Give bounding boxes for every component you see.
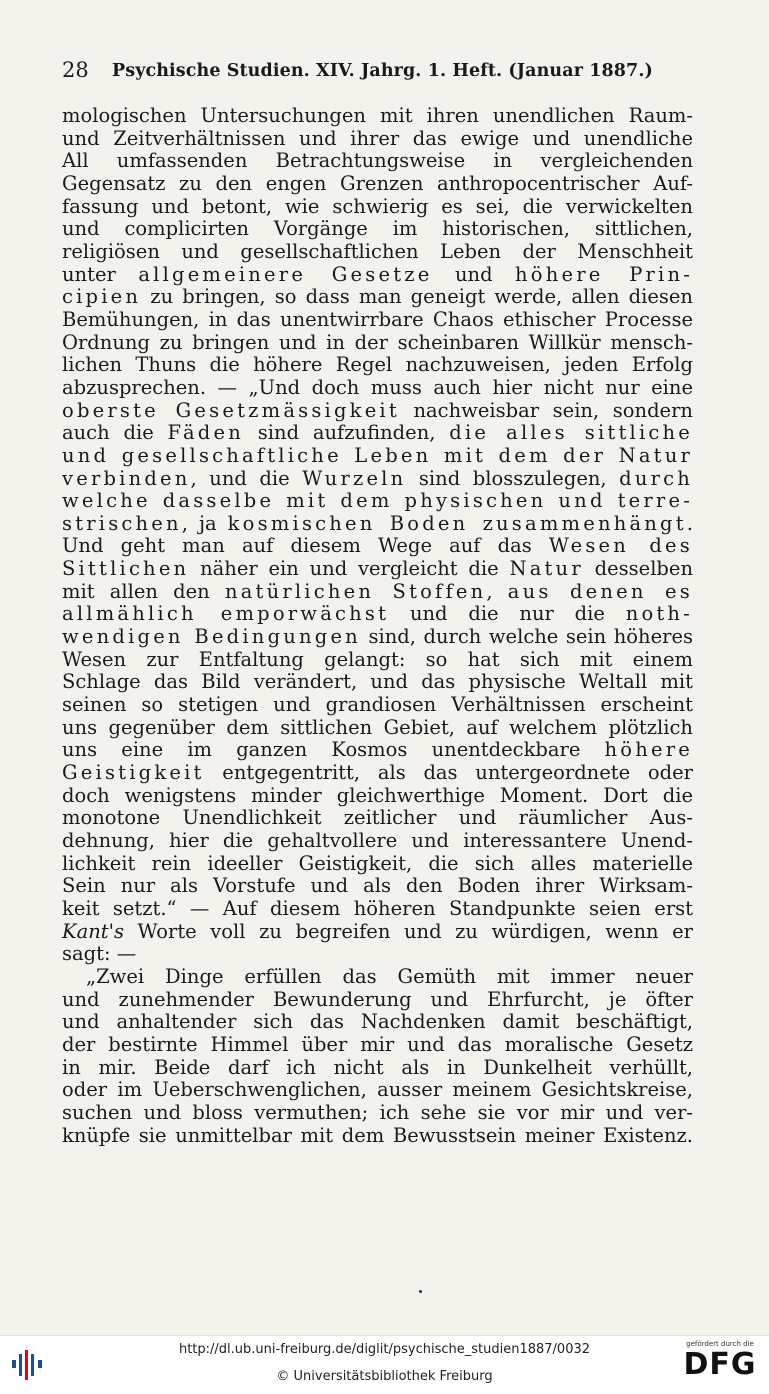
text-run: näher ein und vergleicht die (189, 557, 510, 581)
spaced-emphasis-text: kosmischen Boden zusammenhängt (227, 511, 687, 535)
text-line (62, 150, 693, 173)
text-line (62, 807, 693, 830)
text-run: Und geht man auf diesem Wege auf das (62, 534, 549, 558)
dfg-logo (680, 1340, 760, 1390)
text-run: Sein nur als Vorstufe und als den Boden ihrer Wirksam- (62, 874, 693, 898)
text-line (62, 785, 693, 808)
text-run: und die nur die (389, 602, 626, 626)
text-run: fassung und betont, wie schwierig es sei, die verwickelten (62, 194, 693, 218)
text-line (62, 558, 693, 581)
text-line (62, 943, 693, 966)
text-run: und Zeitverhältnissen und ihrer das ewige und unendliche (62, 126, 693, 150)
text-run: und (432, 262, 516, 286)
text-line (62, 128, 693, 151)
spaced-emphasis-text: höhere Prin- (515, 262, 694, 286)
text-run: sind aufzufinden, (243, 421, 450, 445)
scan-speck (419, 1290, 422, 1293)
text-run: Ordnung zu bringen und in der scheinbaren Willkür mensch- (62, 330, 693, 354)
text-run: sagt: — (62, 942, 137, 966)
text-line (62, 400, 693, 423)
spaced-emphasis-text: Fäden (167, 421, 244, 445)
spaced-emphasis-text: oberste Gesetzmässigkeit (62, 398, 400, 422)
dfg-wordmark: DFG (683, 1347, 757, 1382)
text-line (62, 966, 693, 989)
text-line (62, 1011, 693, 1034)
text-line (62, 694, 693, 717)
text-line (62, 671, 693, 694)
text-run: auch die (62, 421, 168, 445)
text-run: religiösen und gesellschaftlichen Leben der Menschheit (62, 239, 693, 263)
text-line (62, 1079, 693, 1102)
text-line (62, 1125, 693, 1148)
text-line (62, 513, 693, 536)
text-line (62, 830, 693, 853)
text-run: Wesen zur Entfaltung gelangt: so hat sich mit einem (62, 647, 693, 671)
spaced-emphasis-text: natürlichen Stoffen (224, 579, 487, 603)
text-run: uns eine im ganzen Kosmos unentdeckbare (62, 738, 605, 762)
spaced-emphasis-text: Wesen des (548, 534, 693, 558)
text-line (62, 196, 693, 219)
page-header (62, 58, 702, 84)
text-run: , ja (181, 511, 228, 535)
spaced-emphasis-text: durch (619, 466, 694, 490)
page-number: 28 (62, 58, 89, 82)
text-line (62, 989, 693, 1012)
text-line (62, 105, 693, 128)
copyright-notice: © Universitätsbibliothek Freiburg (276, 1369, 493, 1384)
italic-text: Kant's (62, 919, 124, 943)
text-line (62, 875, 693, 898)
text-run: lichen Thuns die höhere Regel nachzuweisen, jeden Erfolg (62, 353, 693, 377)
text-line (62, 445, 693, 468)
text-line (62, 241, 693, 264)
text-line (62, 218, 693, 241)
text-line (62, 626, 693, 649)
text-run: mit allen den (62, 579, 225, 603)
text-run: in mir. Beide darf ich nicht als in Dunkelheit verhüllt, (62, 1055, 693, 1079)
text-run: uns gegenüber dem sittlichen Gebiet, auf welchem plötzlich (62, 715, 693, 739)
text-run: und complicirten Vorgänge im historischen, sittlichen, (62, 217, 693, 241)
text-run: desselben (583, 557, 694, 581)
text-run: abzusprechen. — „Und doch muss auch hier nicht nur eine (62, 375, 693, 399)
text-run: sind, durch welche sein höheres (360, 625, 693, 649)
spaced-emphasis-text: cipien (62, 285, 142, 309)
text-run: der bestirnte Himmel über mir und das moralische Gesetz (62, 1032, 693, 1056)
text-line (62, 332, 693, 355)
text-line (62, 422, 693, 445)
text-run: suchen und bloss vermuthen; ich sehe sie vor mir und ver- (62, 1100, 693, 1124)
spaced-emphasis-text: Geistigkeit (62, 761, 205, 785)
text-line (62, 264, 693, 287)
text-line (62, 581, 693, 604)
spaced-emphasis-text: aus denen es (507, 579, 693, 603)
text-run: unter (62, 262, 139, 286)
text-run: keit setzt.“ — Auf diesem höheren Standpunkte seien erst (62, 896, 693, 920)
text-run: und anhaltender sich das Nachdenken damit beschäftigt, (62, 1010, 693, 1034)
text-run: „Zwei Dinge erfüllen das Gemüth mit immer neuer (86, 964, 693, 988)
text-run: All umfassenden Betrachtungsweise in vergleichenden (62, 149, 693, 173)
text-run: nachweisbar sein, sondern (399, 398, 693, 422)
spaced-emphasis-text: verbinden (62, 466, 191, 490)
spaced-emphasis-text: Sittlichen (62, 557, 190, 581)
text-run: dehnung, hier die gehaltvollere und interessantere Unend- (62, 829, 693, 852)
text-line (62, 717, 693, 740)
text-run: Bemühungen, in das unentwirrbare Chaos ethischer Processe (62, 307, 693, 331)
text-run: , und die (190, 466, 303, 490)
text-run: mologischen Untersuchungen mit ihren unendlichen Raum- (62, 104, 693, 127)
text-line (62, 490, 693, 513)
text-line (62, 468, 693, 491)
text-line (62, 1057, 693, 1080)
text-run: sind blosszulegen, (406, 466, 620, 490)
text-line (62, 286, 693, 309)
text-line (62, 1034, 693, 1057)
text-run: . (686, 511, 693, 535)
permalink-url[interactable]: http://dl.ub.uni-freiburg.de/diglit/psychische_studien1887/0032 (178, 1342, 591, 1357)
text-line (62, 603, 693, 626)
text-line (62, 739, 693, 762)
text-line (62, 173, 693, 196)
text-run: Gegensatz zu den engen Grenzen anthropocentrischer Auf- (62, 171, 693, 195)
running-title: Psychische Studien. XIV. Jahrg. 1. Heft. (Januar 1887.) (112, 61, 653, 81)
body-text (62, 105, 693, 1147)
text-run: , (486, 579, 508, 603)
text-run: und zunehmender Bewunderung und Ehrfurcht, je öfter (62, 987, 693, 1011)
footer-bar (0, 1335, 769, 1394)
text-line (62, 649, 693, 672)
text-line (62, 898, 693, 921)
spaced-emphasis-text: allgemeinere Gesetze (138, 262, 433, 286)
text-run: monotone Unendlichkeit zeitlicher und räumlicher Aus- (62, 806, 693, 830)
text-run: lichkeit rein ideeller Geistigkeit, die sich alles materielle (62, 851, 693, 875)
dfg-caption: gefördert durch die (686, 1340, 754, 1348)
text-line (62, 921, 693, 944)
text-run: seinen so stetigen und grandiosen Verhältnissen erscheint (62, 693, 693, 717)
text-line (62, 354, 693, 377)
spaced-emphasis-text: Wurzeln (302, 466, 407, 490)
text-run: doch wenigstens minder gleichwerthige Moment. Dort die (62, 783, 693, 807)
spaced-emphasis-text: welche dasselbe mit dem physischen und terre- (62, 489, 693, 513)
text-line (62, 377, 693, 400)
spaced-emphasis-text: die alles sittliche (449, 421, 693, 445)
text-line (62, 762, 693, 785)
text-run: entgegentritt, als das untergeordnete oder (204, 761, 693, 785)
spaced-emphasis-text: noth- (625, 602, 693, 626)
spaced-emphasis-text: allmählich emporwächst (62, 602, 390, 626)
spaced-emphasis-text: und gesellschaftliche Leben mit dem der Natur (62, 443, 693, 467)
spaced-emphasis-text: wendigen Bedingungen (62, 625, 361, 649)
text-line (62, 535, 693, 558)
text-run: knüpfe sie unmittelbar mit dem Bewusstsein meiner Existenz. (62, 1123, 693, 1147)
text-run: oder im Ueberschwenglichen, ausser meinem Gesichtskreise, (62, 1078, 693, 1102)
text-run: Worte voll zu begreifen und zu würdigen, wenn er (123, 919, 693, 943)
spaced-emphasis-text: strischen (62, 511, 182, 535)
spaced-emphasis-text: Natur (509, 557, 584, 581)
text-run: zu bringen, so dass man geneigt werde, allen diesen (141, 285, 693, 309)
text-line (62, 309, 693, 332)
spaced-emphasis-text: höhere (604, 738, 693, 762)
text-line (62, 1102, 693, 1125)
text-line (62, 853, 693, 876)
text-run: Schlage das Bild verändert, und das physische Weltall mit (62, 670, 693, 694)
